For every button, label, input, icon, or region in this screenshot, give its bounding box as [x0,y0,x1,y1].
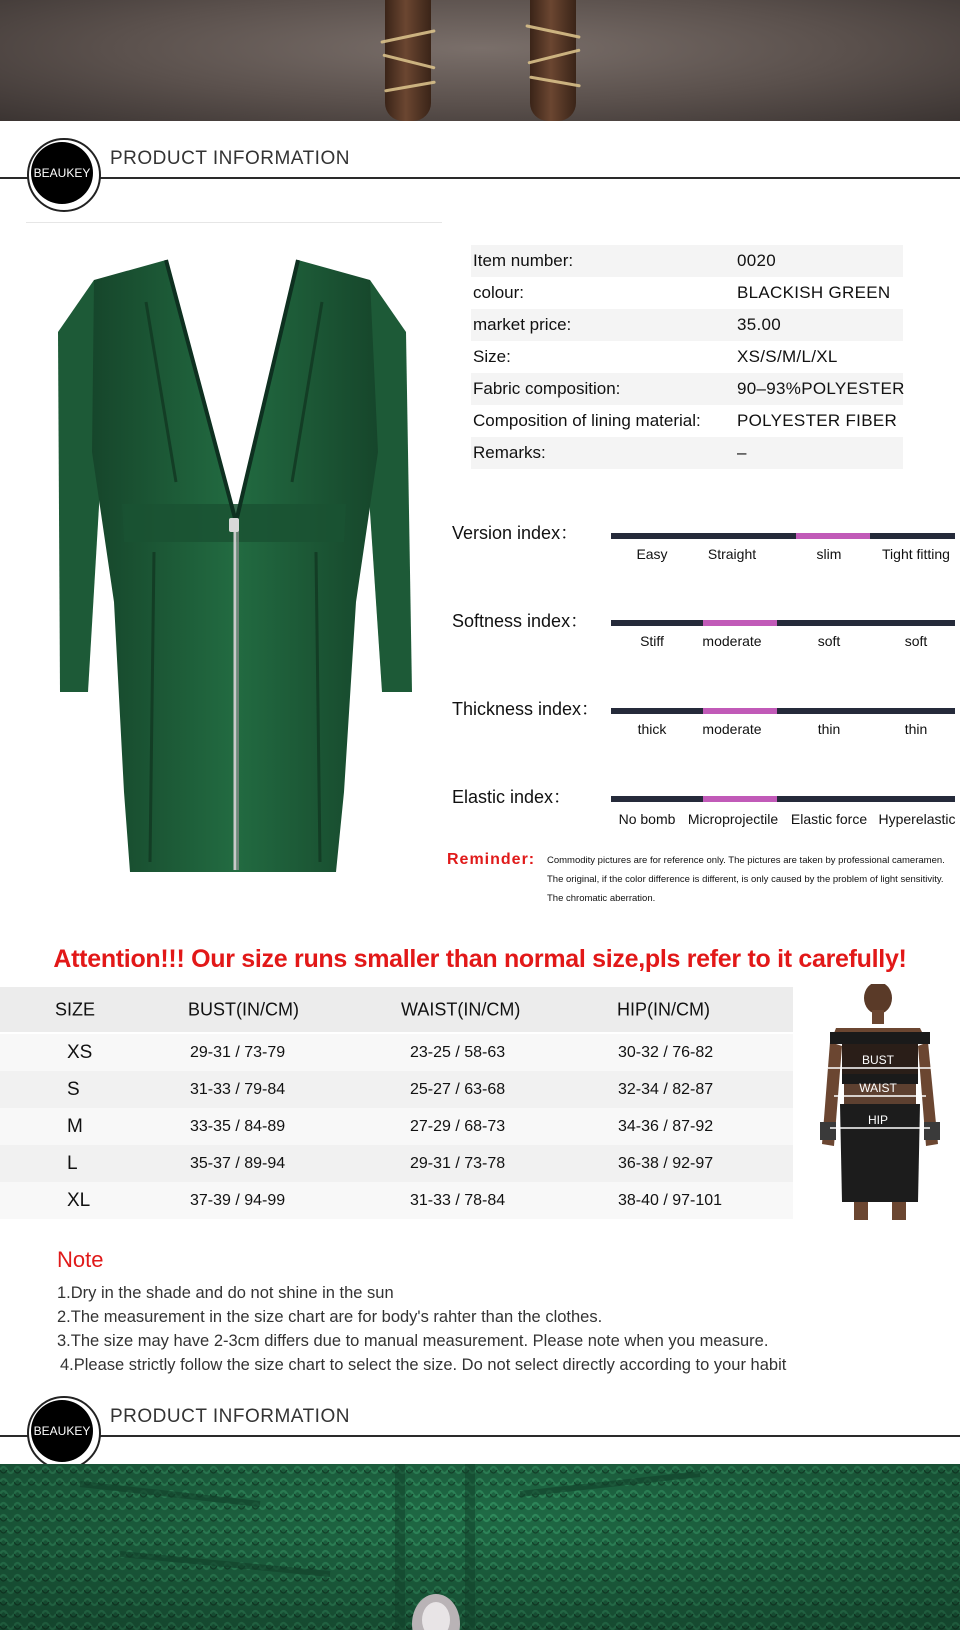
index-label: Elastic index： [452,787,572,807]
size-table-header [0,987,793,1032]
fabric-closeup-photo [0,1464,960,1630]
size-attention-banner: Attention!!! Our size runs smaller than normal size,pls refer to it carefully! [53,945,907,973]
bust-cell: 31-33 / 79-84 [190,1080,286,1098]
bust-cell: 33-35 / 84-89 [190,1117,286,1135]
brand-header [0,128,960,208]
bust-cell: 35-37 / 89-94 [190,1154,286,1172]
index-label: Softness index： [452,611,589,631]
header-bust: BUST(IN/CM) [188,999,299,1019]
info-label: Composition of lining material: [473,411,701,430]
figure-label-waist: WAIST [859,1081,897,1095]
model-figure [800,984,960,1220]
brand-logo: BEAUKEY [31,1400,93,1462]
info-row [471,341,903,373]
reminder-line: Commodity pictures are for reference only. The pictures are taken by professional cameramen. [547,855,945,866]
bust-cell: 29-31 / 73-79 [190,1043,286,1061]
index-option: Stiff [640,633,664,649]
info-row [471,245,903,277]
fabric-texture [0,1464,960,1630]
brand-logo: BEAUKEY [31,142,93,204]
size-cell: M [67,1115,83,1137]
size-cell: L [67,1152,78,1174]
size-table-row [0,1108,793,1145]
waist-cell: 27-29 / 68-73 [410,1117,506,1135]
index-option: Easy [636,546,668,562]
info-label: market price: [473,315,572,334]
index-option: moderate [702,633,762,649]
index-option: thin [904,721,928,737]
section-title: PRODUCT INFORMATION [110,1406,350,1427]
hip-cell: 36-38 / 92-97 [618,1154,714,1172]
index-selected-marker [703,708,777,714]
note-title: Note [57,1247,104,1272]
reminder-label: Reminder: [447,851,536,868]
size-table-row [0,1145,793,1182]
info-value: 35.00 [737,315,782,334]
note-line: 2.The measurement in the size chart are for body's rahter than the clothes. [57,1308,603,1326]
product-dress-image [26,222,442,912]
info-label: Size: [473,347,511,366]
dress-illustration [26,222,442,912]
info-value: POLYESTER FIBER [737,411,898,430]
note-line: 4.Please strictly follow the size chart to select the size. Do not select directly according to your habit [60,1356,787,1374]
index-option: soft [817,633,841,649]
note-line: 3.The size may have 2-3cm differs due to manual measurement. Please note when you measure. [57,1332,769,1350]
info-row [471,373,903,405]
top-model-photo [0,0,960,121]
hip-cell: 34-36 / 87-92 [618,1117,714,1135]
waist-cell: 29-31 / 73-78 [410,1154,506,1172]
info-label: Remarks: [473,443,546,462]
section-title: PRODUCT INFORMATION [110,148,350,169]
reminder-line: The chromatic aberration. [547,893,656,904]
info-value: – [737,443,747,462]
index-option: Tight fitting [882,546,950,562]
index-option: No bomb [618,811,676,827]
index-option: thin [817,721,841,737]
figure-label-hip: HIP [867,1113,889,1127]
size-table-row [0,1071,793,1108]
info-row [471,309,903,341]
index-option: Straight [707,546,757,562]
index-selected-marker [703,796,777,802]
hip-cell: 38-40 / 97-101 [618,1191,723,1209]
info-row [471,277,903,309]
waist-cell: 25-27 / 63-68 [410,1080,506,1098]
index-label: Version index： [452,523,579,543]
size-cell: XL [67,1189,91,1211]
index-option: thick [637,721,667,737]
info-value: XS/S/M/L/XL [737,347,838,366]
index-label: Thickness index： [452,699,600,719]
info-value: 90–93%POLYESTER [737,379,905,398]
index-scale-bar [611,796,955,802]
info-label: Item number: [473,251,574,270]
waist-cell: 23-25 / 58-63 [410,1043,506,1061]
index-selected-marker [703,620,777,626]
info-value: BLACKISH GREEN [737,283,891,302]
index-option: moderate [702,721,762,737]
info-label: Fabric composition: [473,379,621,398]
info-row [471,437,903,469]
size-cell: XS [67,1041,93,1063]
info-row [471,405,903,437]
index-option: slim [816,546,842,562]
index-scale-bar [611,620,955,626]
info-label: colour: [473,283,525,302]
bust-cell: 37-39 / 94-99 [190,1191,286,1209]
index-option: Elastic force [790,811,868,827]
size-table-row [0,1182,793,1219]
index-selected-marker [796,533,870,539]
size-cell: S [67,1078,80,1100]
note-line: 1.Dry in the shade and do not shine in the sun [57,1284,394,1302]
header-divider [0,177,960,179]
size-table-row [0,1034,793,1071]
reminder-line: The original, if the color difference is different, is only caused by the problem of light sensitivity. [547,874,944,885]
index-scale-bar [611,708,955,714]
header-divider [0,1435,960,1437]
index-scale-bar [611,533,955,539]
index-option: Microprojectile [687,811,779,827]
header-waist: WAIST(IN/CM) [401,999,521,1019]
hip-cell: 30-32 / 76-82 [618,1043,714,1061]
figure-label-bust: BUST [861,1053,895,1067]
size-guide-model-figure [800,984,960,1220]
index-option: Hyperelastic [878,811,956,827]
info-value: 0020 [737,251,777,270]
waist-cell: 31-33 / 78-84 [410,1191,506,1209]
header-size: SIZE [55,999,96,1019]
header-hip: HIP(IN/CM) [617,999,710,1019]
hip-cell: 32-34 / 82-87 [618,1080,714,1098]
index-option: soft [904,633,928,649]
brand-header [0,1386,960,1466]
